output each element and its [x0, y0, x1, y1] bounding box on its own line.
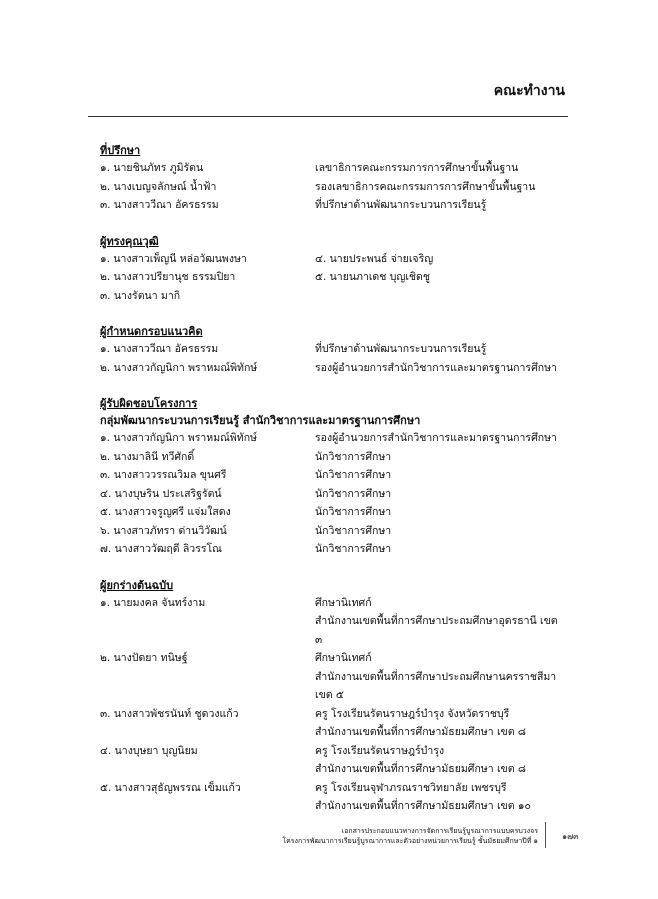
person-name: ๕. นางสาวจรูญศรี แจ่มใสดง	[100, 506, 231, 518]
person-position: นักวิชาการศึกษา	[315, 543, 392, 555]
page-footer	[282, 826, 538, 846]
person-name: ๑. นายมงคล จันทร์งาม	[100, 596, 206, 609]
list-item	[100, 649, 560, 668]
list-item	[100, 429, 560, 448]
person-name	[100, 668, 315, 705]
person-name	[100, 612, 315, 649]
person-name	[315, 287, 560, 306]
person-office: สำนักงานเขตพื้นที่การศึกษาประถมศึกษาอุดรธานี เขต ๓	[315, 615, 558, 646]
section-heading: ผู้ทรงคุณวุฒิ	[100, 234, 159, 248]
person-name: ๓. นางรัตนา มากิ	[100, 289, 181, 302]
section-subheading: กลุ่มพัฒนากระบวนการเรียนรู้ สำนักวิชาการและมาตรฐานการศึกษา	[100, 414, 421, 427]
person-position: รองผู้อำนวยการสำนักวิชาการและมาตรฐานการศึกษา	[315, 432, 557, 444]
person-name	[100, 760, 315, 779]
list-item	[100, 159, 560, 178]
section-heading: ผู้รับผิดชอบโครงการ	[100, 397, 198, 410]
list-item	[100, 287, 560, 306]
person-name: ๖. นางสาวภัทรา ด่านวิวัฒน์	[100, 524, 227, 537]
person-name: ๑. นางสาวเพ็ญนี หล่อวัฒนพงษา	[100, 252, 247, 265]
list-item	[100, 268, 560, 287]
section-project	[100, 395, 560, 559]
person-name: ๒. นางสาวปรียานุช ธรรมปิยา	[100, 271, 236, 283]
list-item	[100, 178, 560, 197]
list-item	[100, 723, 560, 742]
person-name: ๓. นางสาววรรณวิมล ขุนศรี	[100, 469, 227, 481]
person-name: ๗. นางสาววัฒฤดี ลิวรรโณ	[100, 543, 222, 555]
person-name: ๓. นางสาวพัชรนันท์ ชูดวงแก้ว	[100, 707, 239, 720]
person-name: ๒. นางมาลินี ทวีศักดิ์	[100, 450, 195, 463]
section-drafters	[100, 577, 560, 816]
list-item	[100, 705, 560, 724]
person-name	[100, 797, 315, 816]
person-position: ครู โรงเรียนจุฬาภรณราชวิทยาลัย เพชรบุรี	[315, 781, 507, 794]
person-name: ๑. นางสาวกัญนิกา พราหมณ์พิทักษ์	[100, 432, 257, 444]
person-position: ที่ปรึกษาด้านพัฒนากระบวนการเรียนรู้	[315, 199, 487, 211]
section-heading: ผู้ยกร่างต้นฉบับ	[100, 578, 174, 592]
list-item	[100, 448, 560, 467]
person-name: ๔. นางบุษริน ประเสริฐรัตน์	[100, 487, 222, 500]
person-position: เลขาธิการคณะกรรมการการศึกษาขั้นพื้นฐาน	[315, 162, 519, 174]
title-divider	[88, 116, 568, 117]
list-item	[100, 612, 560, 649]
list-item	[100, 196, 560, 215]
person-name: ๒. นางปัดยา ทนิษฐ์	[100, 652, 188, 664]
section-framework	[100, 323, 560, 377]
list-item	[100, 760, 560, 779]
person-position: นักวิชาการศึกษา	[315, 469, 392, 481]
staff-list	[100, 142, 560, 834]
list-item	[100, 503, 560, 522]
page-number: ๑๗๓	[562, 832, 579, 841]
list-item	[100, 466, 560, 485]
page-title: คณะทำงาน	[493, 83, 565, 99]
person-name	[100, 723, 315, 742]
person-position: ศึกษานิเทศก์	[315, 652, 372, 664]
list-item	[100, 594, 560, 613]
person-position: นักวิชาการศึกษา	[315, 506, 392, 518]
person-name: ๕. นายนภาเดช บุญเชิดชู	[315, 271, 430, 283]
list-item	[100, 359, 560, 378]
section-experts	[100, 233, 560, 306]
section-heading: ที่ปรึกษา	[100, 144, 141, 157]
footer-line: โครงการพัฒนาการเรียนรู้บูรณาการและตัวอย่างหน่วยการเรียนรู้ ชั้นมัธยมศึกษาปีที่ ๑	[282, 837, 538, 845]
list-item	[100, 340, 560, 359]
list-item	[100, 779, 560, 798]
person-office: สำนักงานเขตพื้นที่การศึกษามัธยมศึกษา เขต ๑๐	[315, 800, 531, 812]
person-position: ศึกษานิเทศก์	[315, 596, 372, 609]
list-item	[100, 668, 560, 705]
list-item	[100, 797, 560, 816]
person-position: รองเลขาธิการคณะกรรมการการศึกษาขั้นพื้นฐาน	[315, 180, 536, 193]
person-office: สำนักงานเขตพื้นที่การศึกษาประถมศึกษานครราชสีมา เขต ๕	[315, 670, 557, 701]
footer-divider	[545, 822, 546, 848]
person-office: สำนักงานเขตพื้นที่การศึกษามัธยมศึกษา เขต ๘	[315, 763, 526, 775]
person-position: ครู โรงเรียนรัตนราษฎร์บำรุง จังหวัดราชบุรี	[315, 707, 510, 720]
person-name: ๒. นางเบญจลักษณ์ น้ำฟ้า	[100, 180, 217, 193]
section-advisors	[100, 142, 560, 215]
person-name: ๔. นางบุษยา บุญนิยม	[100, 744, 198, 757]
person-position: นักวิชาการศึกษา	[315, 450, 392, 463]
person-name: ๓. นางสาววีณา อัครธรรม	[100, 199, 219, 211]
list-item	[100, 250, 560, 269]
person-name: ๒. นางสาวกัญนิกา พราหมณ์พิทักษ์	[100, 361, 258, 374]
person-position: รองผู้อำนวยการสำนักวิชาการและมาตรฐานการศึกษา	[315, 361, 557, 374]
list-item	[100, 540, 560, 559]
list-item	[100, 522, 560, 541]
person-position: ครู โรงเรียนรัตนราษฎร์บำรุง	[315, 744, 445, 757]
person-name: ๑. นางสาววีณา อัครธรรม	[100, 343, 219, 355]
list-item	[100, 742, 560, 761]
person-office: สำนักงานเขตพื้นที่การศึกษามัธยมศึกษา เขต ๘	[315, 726, 526, 738]
person-name: ๔. นายประพนธ์ จ่ายเจริญ	[315, 252, 434, 265]
person-position: นักวิชาการศึกษา	[315, 524, 392, 537]
person-name: ๕. นางสาวสุธัญพรรณ เข็มแก้ว	[100, 781, 241, 794]
section-heading: ผู้กำหนดกรอบแนวคิด	[100, 325, 203, 338]
person-name: ๑. นายชินภัทร ภูมิรัตน	[100, 162, 204, 174]
person-position: นักวิชาการศึกษา	[315, 487, 392, 500]
list-item	[100, 485, 560, 504]
footer-line: เอกสารประกอบแนวทางการจัดการเรียนรู้บูรณาการแบบครบวงจร	[341, 827, 538, 835]
person-position: ที่ปรึกษาด้านพัฒนากระบวนการเรียนรู้	[315, 343, 487, 355]
